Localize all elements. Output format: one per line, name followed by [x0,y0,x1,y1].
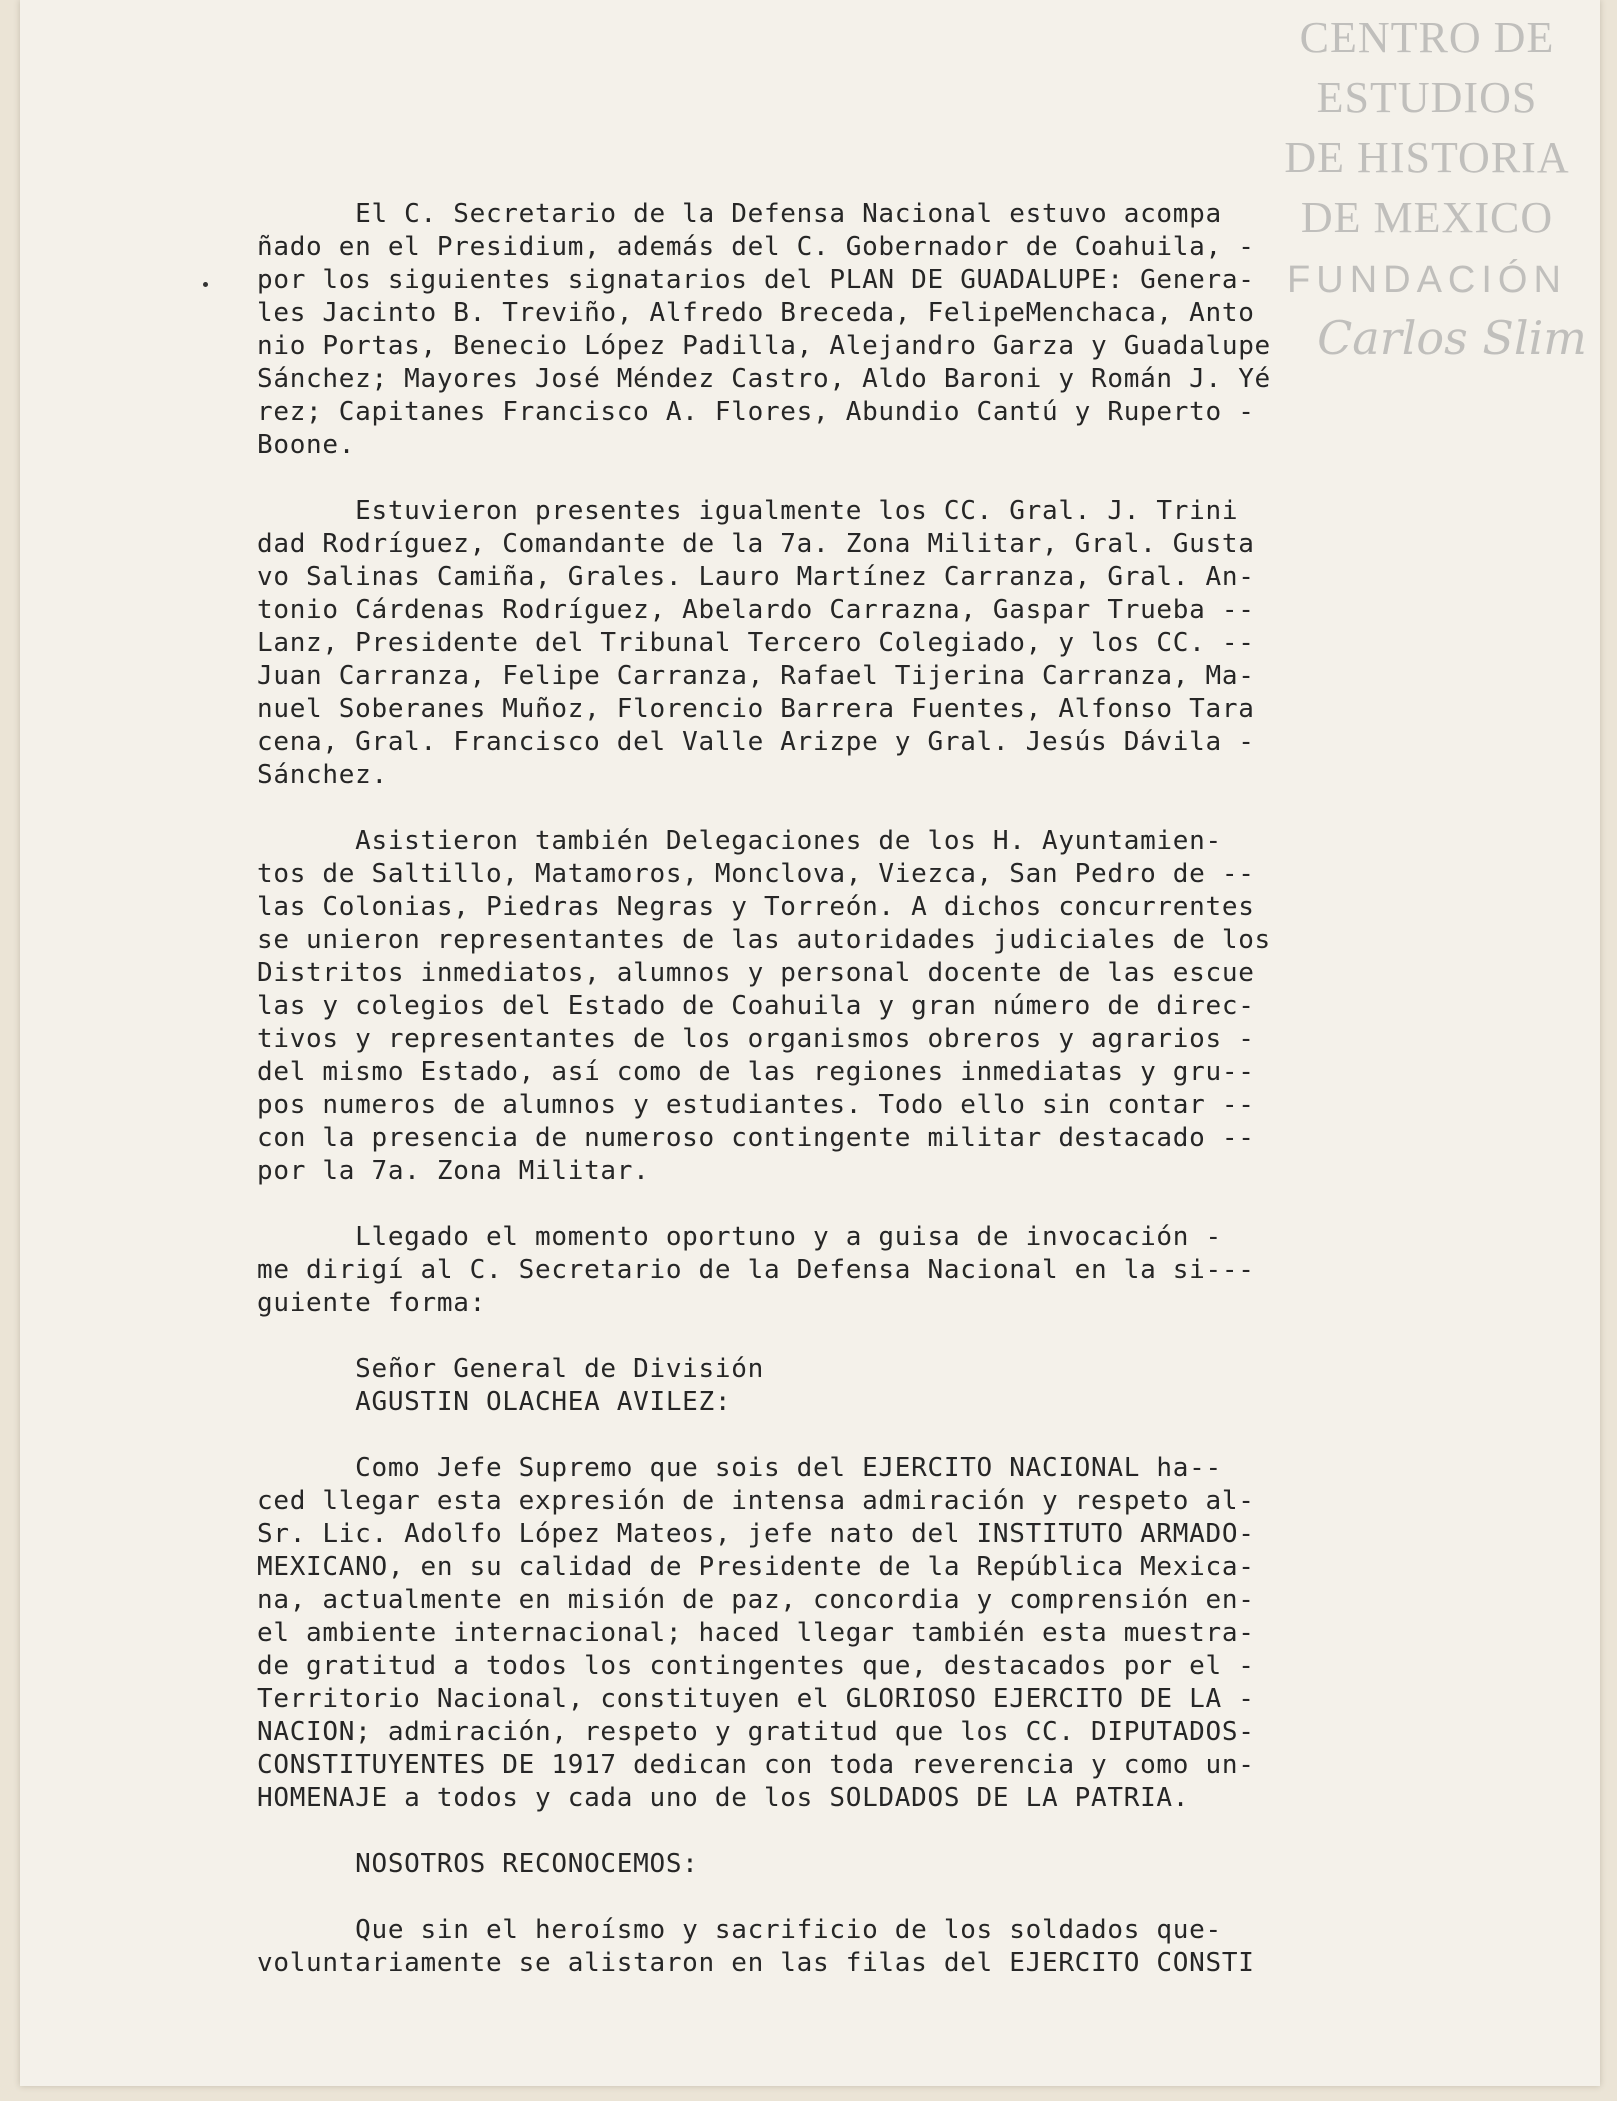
text-line: tivos y representantes de los organismos obreros y agrarios - [257,1024,1255,1054]
watermark-line: CENTRO DE [1299,13,1555,62]
text-line: con la presencia de numeroso contingente militar destacado -- [257,1123,1255,1153]
text-line: Que sin el heroísmo y sacrificio de los soldados que- [257,1915,1222,1945]
watermark-signature: Carlos Slim [1317,311,1587,365]
text-line: CONSTITUYENTES DE 1917 dedican con toda reverencia y como un- [257,1750,1255,1780]
text-line: Distritos inmediatos, alumnos y personal docente de las escue [257,958,1255,988]
text-line: el ambiente internacional; haced llegar también esta muestra- [257,1618,1255,1648]
text-line: Juan Carranza, Felipe Carranza, Rafael Tijerina Carranza, Ma- [257,661,1255,691]
text-line: NACION; admiración, respeto y gratitud que los CC. DIPUTADOS- [257,1717,1255,1747]
text-line: cena, Gral. Francisco del Valle Arizpe y Gral. Jesús Dávila - [257,727,1255,757]
text-line: AGUSTIN OLACHEA AVILEZ: [257,1387,732,1417]
text-line: tos de Saltillo, Matamoros, Monclova, Viezca, San Pedro de -- [257,859,1255,889]
typed-letter-body [257,198,1507,2013]
watermark-foundation: FUNDACIÓN [1287,259,1567,301]
paragraph [257,1353,1507,1419]
text-line: Asistieron también Delegaciones de los H. Ayuntamien- [257,826,1222,856]
text-line: Sánchez. [257,760,388,790]
text-line: Lanz, Presidente del Tribunal Tercero Colegiado, y los CC. -- [257,628,1255,658]
paragraph [257,1848,1507,1881]
paragraph [257,495,1507,792]
text-line: HOMENAJE a todos y cada uno de los SOLDADOS DE LA PATRIA. [257,1783,1190,1813]
text-line: las y colegios del Estado de Coahuila y gran número de direc- [257,991,1255,1021]
text-line: de gratitud a todos los contingentes que, destacados por el - [257,1651,1255,1681]
text-line: nio Portas, Benecio López Padilla, Alejandro Garza y Guadalupe [257,331,1271,361]
paragraph [257,825,1507,1188]
text-line: ñado en el Presidium, además del C. Gobernador de Coahuila, - [257,232,1255,262]
text-line: del mismo Estado, así como de las regiones inmediatas y gru-- [257,1057,1255,1087]
paragraph [257,198,1507,462]
text-line: se unieron representantes de las autoridades judiciales de los [257,925,1271,955]
paragraph [257,1221,1507,1320]
text-line: dad Rodríguez, Comandante de la 7a. Zona Militar, Gral. Gusta [257,529,1255,559]
text-line: voluntariamente se alistaron en las filas del EJERCITO CONSTI [257,1948,1255,1978]
text-line: Como Jefe Supremo que sois del EJERCITO NACIONAL ha-- [257,1453,1222,1483]
margin-dot-mark [203,282,208,287]
text-line: Territorio Nacional, constituyen el GLORIOSO EJERCITO DE LA - [257,1684,1255,1714]
text-line: pos numeros de alumnos y estudiantes. Todo ello sin contar -- [257,1090,1255,1120]
text-line: na, actualmente en misión de paz, concordia y comprensión en- [257,1585,1255,1615]
paragraph [257,1914,1507,1980]
text-line: Sr. Lic. Adolfo López Mateos, jefe nato del INSTITUTO ARMADO- [257,1519,1255,1549]
text-line: me dirigí al C. Secretario de la Defensa Nacional en la si--- [257,1255,1255,1285]
text-line: nuel Soberanes Muñoz, Florencio Barrera Fuentes, Alfonso Tara [257,694,1255,724]
text-line: vo Salinas Camiña, Grales. Lauro Martínez Carranza, Gral. An- [257,562,1255,592]
text-line: Sánchez; Mayores José Méndez Castro, Aldo Baroni y Román J. Yé [257,364,1271,394]
paragraph [257,1452,1507,1815]
text-line: las Colonias, Piedras Negras y Torreón. A dichos concurrentes [257,892,1255,922]
text-line: NOSOTROS RECONOCEMOS: [257,1849,699,1879]
text-line: El C. Secretario de la Defensa Nacional estuvo acompa [257,199,1222,229]
text-line: tonio Cárdenas Rodríguez, Abelardo Carrazna, Gaspar Trueba -- [257,595,1255,625]
text-line: guiente forma: [257,1288,486,1318]
text-line: les Jacinto B. Treviño, Alfredo Breceda, FelipeMenchaca, Anto [257,298,1255,328]
watermark-line: DE HISTORIA [1284,133,1570,182]
watermark-line: ESTUDIOS [1316,73,1538,122]
text-line: por los siguientes signatarios del PLAN DE GUADALUPE: Genera- [257,265,1255,295]
text-line: Boone. [257,430,356,460]
text-line: MEXICANO, en su calidad de Presidente de la República Mexica- [257,1552,1255,1582]
text-line: Señor General de División [257,1354,764,1384]
text-line: Estuvieron presentes igualmente los CC. Gral. J. Trini [257,496,1239,526]
text-line: rez; Capitanes Francisco A. Flores, Abundio Cantú y Ruperto - [257,397,1255,427]
text-line: Llegado el momento oportuno y a guisa de invocación - [257,1222,1222,1252]
text-line: por la 7a. Zona Militar. [257,1156,650,1186]
watermark-line: DE MEXICO [1300,193,1554,242]
text-line: ced llegar esta expresión de intensa admiración y respeto al- [257,1486,1255,1516]
